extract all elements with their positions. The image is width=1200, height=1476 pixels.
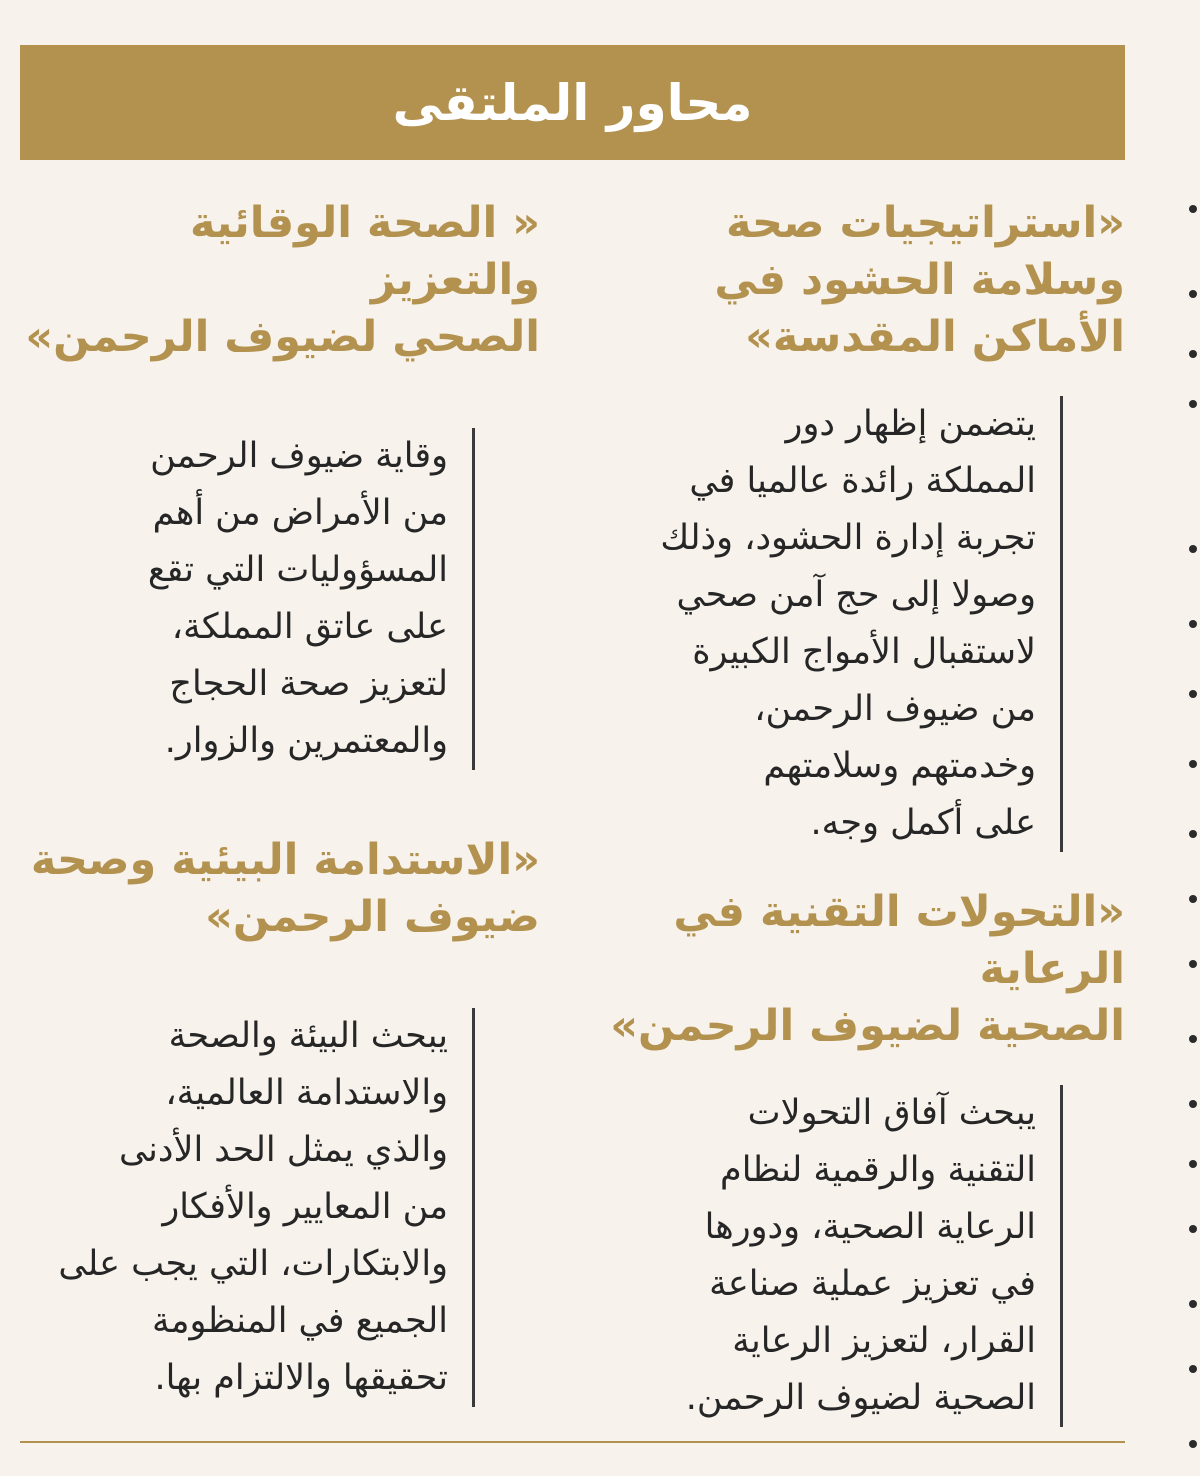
edge-fragment [1189, 690, 1197, 698]
axis-title-line: الأماكن المقدسة» [745, 312, 1125, 362]
axis-title [600, 195, 1125, 366]
axis-title-line: وسلامة الحشود في [714, 255, 1125, 305]
axis-title-line: ضيوف الرحمن» [205, 892, 540, 942]
axis-body-line: وخدمتهم وسلامتهم [763, 746, 1036, 786]
edge-fragment [1189, 400, 1197, 408]
edge-fragment [1189, 1300, 1197, 1308]
edge-fragment [1189, 895, 1197, 903]
axis-body-line: يبحث آفاق التحولات [747, 1093, 1036, 1133]
column-right [600, 195, 1125, 1459]
axis-body-line: على عاتق المملكة، [171, 607, 448, 647]
axis-body-line: والاستدامة العالمية، [165, 1073, 448, 1113]
axis-title [20, 195, 540, 366]
axis-body-line: لاستقبال الأمواج الكبيرة [692, 632, 1036, 672]
axis-body-line: يتضمن إظهار دور [785, 404, 1036, 444]
edge-fragment [1189, 1365, 1197, 1373]
axis-body-line: على أكمل وجه. [810, 803, 1036, 843]
axis-title-line: «التحولات التقنية في الرعاية [673, 887, 1125, 994]
edge-fragment [1189, 620, 1197, 628]
axis-body-line: المملكة رائدة عالميا في [689, 461, 1036, 501]
axis-body-line: من المعايير والأفكار [162, 1187, 448, 1227]
axis-body [20, 1008, 475, 1407]
edge-fragment [1189, 1440, 1197, 1448]
axis-body-line: في تعزيز عملية صناعة [709, 1264, 1036, 1304]
axis-title [600, 884, 1125, 1055]
column-left [20, 195, 540, 1439]
axis-title-line: الصحي لضيوف الرحمن» [25, 312, 540, 362]
axis-body [20, 428, 475, 770]
edge-fragment [1189, 830, 1197, 838]
axis-preventive-health [20, 195, 540, 770]
axis-body-line: الجميع في المنظومة [151, 1301, 448, 1341]
axis-title-line: « الصحة الوقائية والتعزيز [190, 198, 540, 305]
axis-body-line: وقاية ضيوف الرحمن [150, 436, 448, 476]
axis-body-line: والذي يمثل الحد الأدنى [118, 1130, 448, 1170]
axis-title [20, 832, 540, 946]
axis-title-line: الصحية لضيوف الرحمن» [610, 1001, 1125, 1051]
header-banner [20, 45, 1125, 160]
axis-body-line: يبحث البيئة والصحة [168, 1016, 448, 1056]
edge-fragment [1189, 1100, 1197, 1108]
axis-body-line: القرار، لتعزيز الرعاية [732, 1321, 1036, 1361]
axis-body [600, 1085, 1063, 1427]
bottom-divider [20, 1441, 1125, 1443]
edge-fragment [1189, 1225, 1197, 1233]
axis-body-line: لتعزيز صحة الحجاج [169, 664, 448, 704]
edge-fragment [1189, 350, 1197, 358]
edge-fragment [1189, 760, 1197, 768]
edge-fragment [1189, 960, 1197, 968]
edge-fragment [1189, 290, 1197, 298]
axis-body-line: من الأمراض من أهم [152, 493, 448, 533]
edge-fragment [1189, 1160, 1197, 1168]
axis-body-line: المسؤوليات التي تقع [147, 550, 448, 590]
axis-body [600, 396, 1063, 852]
page-title: محاور الملتقى [392, 73, 753, 132]
axis-body-line: تجربة إدارة الحشود، وذلك [660, 518, 1036, 558]
axis-body-line: التقنية والرقمية لنظام [720, 1150, 1036, 1190]
axis-environmental-sustainability [20, 832, 540, 1407]
axis-body-line: والابتكارات، التي يجب على [58, 1244, 448, 1284]
edge-fragment [1189, 1035, 1197, 1043]
axis-crowd-health [600, 195, 1125, 852]
axis-body-line: الصحية لضيوف الرحمن. [685, 1378, 1036, 1418]
axis-body-line: تحقيقها والالتزام بها. [154, 1358, 448, 1398]
axis-body-line: الرعاية الصحية، ودورها [704, 1207, 1036, 1247]
axis-body-line: من ضيوف الرحمن، [754, 689, 1036, 729]
axis-body-line: وصولا إلى حج آمن صحي [676, 575, 1036, 615]
axis-tech-transformation [600, 884, 1125, 1427]
adjacent-column-edge [1175, 0, 1200, 1476]
edge-fragment [1189, 545, 1197, 553]
axis-title-line: «استراتيجيات صحة [725, 198, 1125, 248]
axis-body-line: والمعتمرين والزوار. [164, 721, 448, 761]
axis-title-line: «الاستدامة البيئية وصحة [30, 835, 540, 885]
edge-fragment [1189, 205, 1197, 213]
